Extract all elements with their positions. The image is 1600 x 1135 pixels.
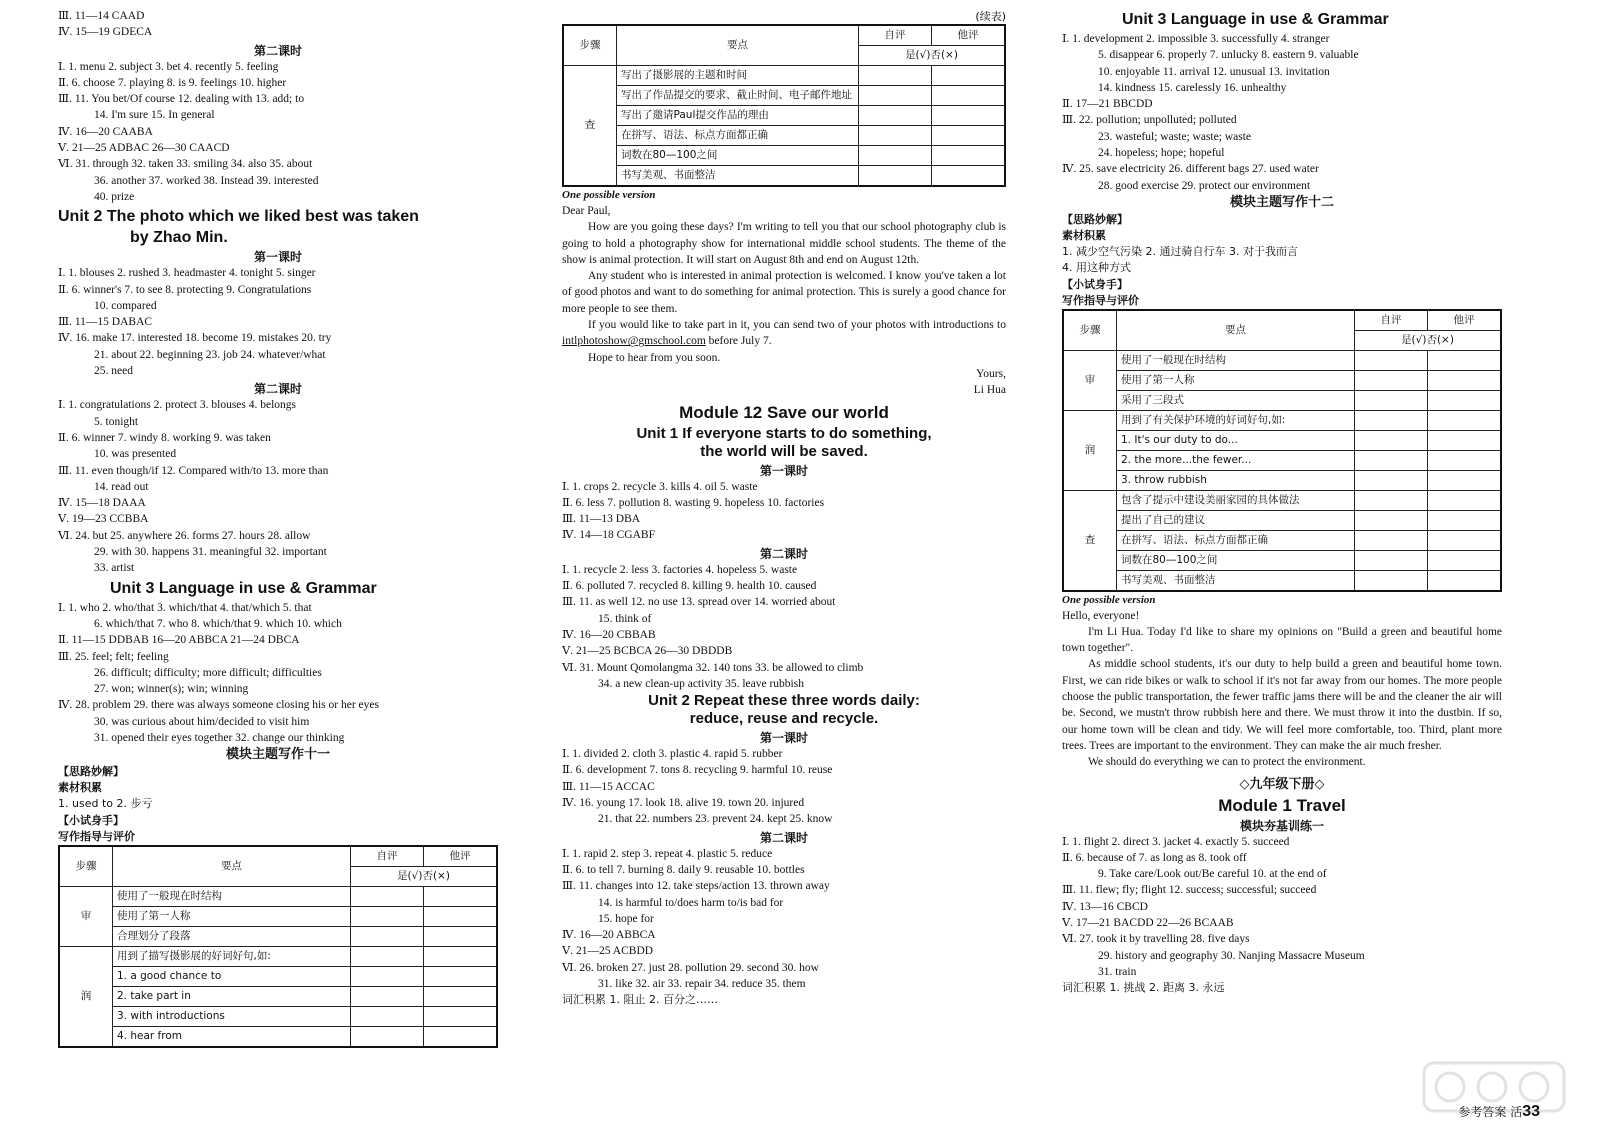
module-title: Module 12 Save our world [679, 402, 889, 422]
lesson-title: 第二课时 [253, 382, 302, 397]
answer-line: Ⅰ. 1. divided 2. cloth 3. plastic 4. rapid 5. rubber [562, 748, 783, 761]
footer-page-prefix: 活 [1510, 1105, 1523, 1119]
answer-line: 5. disappear 6. properly 7. unlucky 8. eastern 9. valuable [1098, 49, 1359, 62]
self-eval-cell[interactable] [859, 126, 932, 146]
salutation: Hello, everyone! [1062, 609, 1140, 622]
answer-line: 40. prize [94, 190, 135, 203]
lesson-title: 第一课时 [253, 250, 302, 265]
answer-line: Ⅱ. 6. to tell 7. burning 8. daily 9. reusable 10. bottles [562, 863, 805, 876]
point-cell: 写出了作品提交的要求、截止时间、电子邮件地址 [617, 86, 859, 106]
peer-eval-cell[interactable] [932, 66, 1006, 86]
section-tag: 【小试身手】 [1062, 277, 1128, 291]
essay-paragraph: Hope to hear from you soon. [588, 351, 721, 364]
table-row [1063, 410, 1501, 430]
table-row [563, 146, 1005, 166]
material-line: 1. used to 2. 步亏 [58, 797, 153, 811]
table-row [1063, 490, 1501, 510]
header-point: 要点 [1117, 310, 1355, 351]
point-cell: 词数在80—100之间 [617, 146, 859, 166]
self-eval-cell[interactable] [1355, 470, 1428, 490]
answer-line: Ⅲ. 11—13 DBA [562, 513, 641, 526]
section-tag: 【思路妙解】 [58, 765, 124, 779]
answer-line: Ⅰ. 1. flight 2. direct 3. jacket 4. exactly 5. succeed [1062, 835, 1290, 848]
answer-line: Ⅵ. 31. through 32. taken 33. smiling 34. also 35. about [58, 158, 313, 171]
answer-line: Ⅲ. 25. feel; felt; feeling [58, 650, 169, 663]
unit-title: Unit 2 Repeat these three words daily: [648, 692, 920, 710]
answer-line: Ⅳ. 16—20 CAABA [58, 125, 153, 138]
self-eval-cell[interactable] [1355, 350, 1428, 370]
header-self: 自评 [1355, 310, 1428, 331]
answer-line: Ⅰ. 1. recycle 2. less 3. factories 4. hopeless 5. waste [562, 563, 798, 576]
peer-eval-cell[interactable] [1428, 350, 1502, 370]
point-cell: 提出了自己的建议 [1117, 510, 1355, 530]
table-row [563, 86, 1005, 106]
point-cell: 包含了提示中建设美丽家园的具体做法 [1117, 490, 1355, 510]
answer-block [562, 562, 1006, 692]
answer-line: Ⅳ. 16—20 CBBAB [562, 628, 656, 641]
answer-line: 30. was curious about him/decided to visit him [94, 715, 310, 728]
table-row [1063, 510, 1501, 530]
self-eval-cell[interactable] [859, 146, 932, 166]
footer-label: 参考答案 [1458, 1105, 1507, 1119]
peer-eval-cell[interactable] [1428, 370, 1502, 390]
answer-line: Ⅵ. 26. broken 27. just 28. pollution 29. second 30. how [562, 961, 819, 974]
answer-line: 21. that 22. numbers 23. prevent 24. kept 25. know [598, 813, 833, 826]
peer-eval-cell[interactable] [1428, 550, 1502, 570]
point-cell: 写出了邀请Paul提交作品的理由 [617, 106, 859, 126]
header-self: 自评 [351, 846, 424, 867]
answer-block [58, 8, 498, 41]
answer-line: Ⅵ. 27. took it by travelling 28. five days [1062, 933, 1250, 946]
answer-line: 10. enjoyable 11. arrival 12. unusual 13. invitation [1098, 65, 1330, 78]
writing-title: 模块主题写作十二 [1229, 194, 1334, 210]
table-row [1063, 350, 1501, 370]
answer-line: Ⅲ. 11. You bet/Of course 12. dealing with 13. add; to [58, 93, 305, 106]
answer-line: Ⅱ. 6. development 7. tons 8. recycling 9. harmful 10. reuse [562, 764, 833, 777]
answer-line: Ⅱ. 6. because of 7. as long as 8. took off [1062, 851, 1247, 864]
table-row [59, 886, 497, 906]
table-row [563, 106, 1005, 126]
material-line: 1. 减少空气污染 2. 通过骑自行车 3. 对于我而言 [1062, 244, 1298, 258]
self-eval-cell[interactable] [1355, 570, 1428, 591]
peer-eval-cell[interactable] [1428, 570, 1502, 591]
header-yesno: 是(√)否(×) [859, 46, 1006, 66]
answer-line: Ⅰ. 1. blouses 2. rushed 3. headmaster 4. tonight 5. singer [58, 267, 316, 280]
peer-eval-cell[interactable] [424, 946, 498, 966]
step-cell: 查 [563, 66, 617, 187]
point-cell: 采用了三段式 [1117, 390, 1355, 410]
answer-line: 33. artist [94, 562, 135, 575]
point-cell: 书写美观、书面整洁 [617, 166, 859, 187]
table-row [1063, 390, 1501, 410]
point-cell: 2. the more...the fewer... [1117, 450, 1355, 470]
answer-line: Ⅰ. 1. rapid 2. step 3. repeat 4. plastic 5. reduce [562, 847, 773, 860]
peer-eval-cell[interactable] [424, 886, 498, 906]
table-row [1063, 450, 1501, 470]
self-eval-cell[interactable] [1355, 450, 1428, 470]
answer-block [1062, 834, 1502, 981]
answer-line: 31. train [1098, 965, 1137, 978]
answer-line: Ⅳ. 16—20 ABBCA [562, 929, 656, 942]
point-cell: 2. take part in [113, 986, 351, 1006]
section-tag: 【小试身手】 [58, 813, 124, 827]
essay-paragraph: As middle school students, it's our duty to help build a green and beautiful home town. First, we can ride bikes or walk to school if it's not far away from our homes. The more people choose the public transportation, the fewer traffic jams there will be and the cleaner the air will be. Second, we mustn't throw rubbish here and there. We must throw it into the dustbin. If so, our home town will be clean and tidy. We will feel more comfortable, too. Third, plant more trees. Trees are important to the environment. They can make the air much fresher. [1062, 658, 1502, 752]
essay-label: One possible version [1062, 593, 1156, 606]
point-cell: 在拼写、语法、标点方面都正确 [1117, 530, 1355, 550]
point-cell: 使用了第一人称 [1117, 370, 1355, 390]
self-eval-cell[interactable] [1355, 490, 1428, 510]
table-row [59, 966, 497, 986]
answer-line: Ⅲ. 11. changes into 12. take steps/action 13. thrown away [562, 880, 830, 893]
peer-eval-cell[interactable] [1428, 430, 1502, 450]
point-cell: 1. a good chance to [113, 966, 351, 986]
self-eval-cell[interactable] [351, 946, 424, 966]
lesson-title: 第一课时 [759, 463, 808, 478]
answer-line: 10. compared [94, 299, 157, 312]
answer-line: Ⅵ. 24. but 25. anywhere 26. forms 27. hours 28. allow [58, 529, 311, 542]
table-row [59, 946, 497, 966]
section-subtag: 写作指导与评价 [1062, 293, 1139, 307]
self-eval-cell[interactable] [351, 986, 424, 1006]
evaluation-table [562, 24, 1006, 187]
answer-line: 14. kindness 15. carelessly 16. unhealthy [1098, 81, 1287, 94]
point-cell: 1. It's our duty to do... [1117, 430, 1355, 450]
evaluation-table [58, 845, 498, 1048]
header-step: 步骤 [1063, 310, 1117, 351]
salutation: Dear Paul, [562, 205, 611, 217]
peer-eval-cell[interactable] [932, 86, 1006, 106]
point-cell: 合理划分了段落 [113, 926, 351, 946]
essay-paragraph: Any student who is interested in animal protection is welcomed. I know you've taken a lot of good photos and want to do something for animal protection. This is surely a good chance for more people to see them. [562, 270, 1006, 315]
closing: Yours, [976, 367, 1006, 380]
answer-line: Ⅴ. 21—25 ADBAC 26—30 CAACD [58, 142, 230, 155]
point-cell: 使用了第一人称 [113, 906, 351, 926]
header-peer: 他评 [932, 25, 1006, 46]
answer-line: 29. history and geography 30. Nanjing Massacre Museum [1098, 949, 1365, 962]
vocab-line: 词汇积累 1. 挑战 2. 距离 3. 永远 [1062, 981, 1225, 995]
essay-paragraph: I'm Li Hua. Today I'd like to share my opinions on "Build a green and beautiful home town together". [1062, 625, 1502, 655]
self-eval-cell[interactable] [859, 106, 932, 126]
lesson-title: 第二课时 [253, 43, 302, 58]
material-line: 4. 用这种方式 [1062, 261, 1131, 275]
section-subtag: 写作指导与评价 [58, 829, 135, 843]
step-cell: 审 [1063, 350, 1117, 410]
answer-line: 24. hopeless; hope; hopeful [1098, 147, 1225, 160]
answer-line: Ⅰ. 1. crops 2. recycle 3. kills 4. oil 5. waste [562, 480, 758, 493]
answer-line: Ⅲ. 11. as well 12. no use 13. spread over 14. worried about [562, 596, 836, 609]
answer-line: Ⅳ. 16. make 17. interested 18. become 19. mistakes 20. try [58, 332, 332, 345]
self-eval-cell[interactable] [859, 66, 932, 86]
peer-eval-cell[interactable] [1428, 510, 1502, 530]
table-row [59, 1006, 497, 1026]
unit-title: Unit 1 If everyone starts to do something, [636, 424, 932, 442]
peer-eval-cell[interactable] [1428, 390, 1502, 410]
unit-title-cont: by Zhao Min. [130, 229, 228, 247]
answer-line: Ⅲ. 11—14 CAAD [58, 10, 145, 22]
step-cell: 审 [59, 886, 113, 946]
answer-line: Ⅳ. 14—18 CGABF [562, 529, 655, 542]
answer-line: 14. read out [94, 480, 149, 493]
vocab-line: 词汇积累 1. 阻止 2. 百分之…… [562, 993, 718, 1007]
point-cell: 3. throw rubbish [1117, 470, 1355, 490]
table-row [59, 1026, 497, 1047]
watermark-logo [1420, 1057, 1570, 1117]
continued-label: (续表) [975, 10, 1006, 23]
self-eval-cell[interactable] [351, 926, 424, 946]
answer-line: Ⅲ. 22. pollution; unpolluted; polluted [1062, 114, 1237, 127]
answer-line: Ⅰ. 1. congratulations 2. protect 3. blouses 4. belongs [58, 399, 297, 412]
unit-title: Unit 2 The photo which we liked best was taken [58, 208, 419, 226]
answer-line: 6. which/that 7. who 8. which/that 9. which 10. which [94, 617, 342, 630]
answer-block [562, 746, 1006, 827]
answer-line: 26. difficult; difficulty; more difficult; difficulties [94, 666, 322, 679]
peer-eval-cell[interactable] [932, 126, 1006, 146]
table-row [563, 166, 1005, 187]
section-subtag: 素材积累 [1062, 228, 1106, 242]
header-point: 要点 [113, 846, 351, 887]
step-cell: 润 [1063, 410, 1117, 490]
answer-line: Ⅰ. 1. menu 2. subject 3. bet 4. recently 5. feeling [58, 60, 279, 73]
answer-line: 15. think of [598, 612, 652, 625]
answer-line: 27. won; winner(s); win; winning [94, 683, 249, 696]
answer-line: 31. like 32. air 33. repair 34. reduce 35. them [598, 977, 806, 990]
training-title: 模块夯基训练一 [1239, 818, 1324, 833]
answer-line: Ⅳ. 16. young 17. look 18. alive 19. town 20. injured [562, 797, 805, 810]
answer-line: 28. good exercise 29. protect our environment [1098, 179, 1311, 192]
answer-line: 21. about 22. beginning 23. job 24. whatever/what [94, 348, 326, 361]
column-middle [562, 8, 1006, 1009]
writing-title: 模块主题写作十一 [225, 747, 330, 763]
answer-block [1062, 31, 1502, 194]
answer-line: Ⅲ. 11. flew; fly; flight 12. success; successful; succeed [1062, 884, 1317, 897]
lesson-title: 第一课时 [759, 731, 808, 746]
self-eval-cell[interactable] [351, 966, 424, 986]
essay-paragraph: We should do everything we can to protect the environment. [1088, 756, 1366, 769]
answer-line: Ⅱ. 6. winner 7. windy 8. working 9. was taken [58, 431, 271, 444]
answer-line: Ⅱ. 11—15 DDBAB 16—20 ABBCA 21—24 DBCA [58, 634, 300, 647]
answer-line: Ⅳ. 28. problem 29. there was always someone closing his or her eyes [58, 699, 379, 712]
table-row [1063, 470, 1501, 490]
header-peer: 他评 [1428, 310, 1502, 331]
essay-paragraph: If you would like to take part in it, you can send two of your photos with introductions to intlphotoshow@gmschool.com before July 7. [562, 319, 1006, 348]
answer-line: 9. Take care/Look out/Be careful 10. at the end of [1098, 868, 1327, 881]
answer-line: Ⅴ. 17—21 BACDD 22—26 BCAAB [1062, 917, 1234, 930]
peer-eval-cell[interactable] [1428, 450, 1502, 470]
self-eval-cell[interactable] [1355, 390, 1428, 410]
answer-line: Ⅳ. 25. save electricity 26. different bags 27. used water [1062, 163, 1319, 176]
answer-line: Ⅰ. 1. development 2. impossible 3. successfully 4. stranger [1062, 33, 1330, 45]
answer-line: 31. opened their eyes together 32. change our thinking [94, 731, 345, 744]
answer-line: Ⅱ. 6. less 7. pollution 8. wasting 9. hopeless 10. factories [562, 496, 825, 509]
header-step: 步骤 [59, 846, 113, 887]
table-row [1063, 550, 1501, 570]
answer-line: 15. hope for [598, 912, 654, 925]
answer-line: Ⅲ. 11. even though/if 12. Compared with/to 13. more than [58, 464, 329, 477]
header-yesno: 是(√)否(×) [351, 866, 498, 886]
answer-line: 29. with 30. happens 31. meaningful 32. important [94, 546, 327, 559]
peer-eval-cell[interactable] [424, 1026, 498, 1047]
unit-title-cont: the world will be saved. [700, 442, 868, 460]
peer-eval-cell[interactable] [424, 926, 498, 946]
answer-block [58, 59, 498, 206]
table-row [59, 986, 497, 1006]
section-subtag: 素材积累 [58, 781, 102, 795]
answer-block [562, 479, 1006, 544]
answer-line: Ⅱ. 6. winner's 7. to see 8. protecting 9. Congratulations [58, 283, 312, 296]
header-step: 步骤 [563, 25, 617, 66]
answer-line: Ⅳ. 13—16 CBCD [1062, 900, 1148, 913]
answer-line: 36. another 37. worked 38. Instead 39. interested [94, 174, 319, 187]
answer-line: 10. was presented [94, 448, 177, 461]
answer-line: 5. tonight [94, 415, 139, 428]
answer-line: Ⅵ. 31. Mount Qomolangma 32. 140 tons 33. be allowed to climb [562, 661, 864, 674]
table-row [563, 126, 1005, 146]
table-row [1063, 430, 1501, 450]
answer-line: Ⅲ. 11—15 ACCAC [562, 780, 655, 793]
answer-line: Ⅱ. 6. choose 7. playing 8. is 9. feelings 10. higher [58, 76, 287, 89]
step-cell: 查 [1063, 490, 1117, 591]
peer-eval-cell[interactable] [932, 106, 1006, 126]
unit-title-cont: reduce, reuse and recycle. [689, 710, 879, 728]
answer-block [58, 600, 498, 747]
answer-line: 34. a new clean-up activity 35. leave rubbish [598, 677, 804, 690]
answer-line: Ⅳ. 15—18 DAAA [58, 497, 146, 510]
table-row [59, 926, 497, 946]
point-cell: 用到了有关保护环境的好词好句,如: [1117, 410, 1355, 430]
header-peer: 他评 [424, 846, 498, 867]
point-cell: 词数在80—100之间 [1117, 550, 1355, 570]
essay-label: One possible version [562, 189, 656, 201]
answer-line: 25. need [94, 365, 133, 378]
answer-line: Ⅲ. 11—15 DABAC [58, 316, 153, 329]
peer-eval-cell[interactable] [424, 1006, 498, 1026]
peer-eval-cell[interactable] [1428, 470, 1502, 490]
self-eval-cell[interactable] [859, 166, 932, 187]
lesson-title: 第二课时 [759, 830, 808, 845]
point-cell: 用到了描写摄影展的好词好句,如: [113, 946, 351, 966]
self-eval-cell[interactable] [1355, 510, 1428, 530]
point-cell: 3. with introductions [113, 1006, 351, 1026]
header-point: 要点 [617, 25, 859, 66]
table-row [563, 66, 1005, 86]
self-eval-cell[interactable] [1355, 430, 1428, 450]
self-eval-cell[interactable] [351, 1026, 424, 1047]
peer-eval-cell[interactable] [1428, 530, 1502, 550]
answer-line: Ⅴ. 21—25 BCBCA 26—30 DBDDB [562, 645, 733, 658]
answer-line: Ⅱ. 6. polluted 7. recycled 8. killing 9. health 10. caused [562, 580, 817, 593]
step-cell: 润 [59, 946, 113, 1047]
point-cell: 在拼写、语法、标点方面都正确 [617, 126, 859, 146]
header-self: 自评 [859, 25, 932, 46]
peer-eval-cell[interactable] [424, 986, 498, 1006]
point-cell: 使用了一般现在时结构 [113, 886, 351, 906]
peer-eval-cell[interactable] [424, 906, 498, 926]
self-eval-cell[interactable] [1355, 410, 1428, 430]
column-left [58, 8, 498, 1048]
answer-line: Ⅱ. 17—21 BBCDD [1062, 98, 1153, 111]
self-eval-cell[interactable] [1355, 530, 1428, 550]
peer-eval-cell[interactable] [1428, 410, 1502, 430]
lesson-title: 第二课时 [759, 546, 808, 561]
self-eval-cell[interactable] [859, 86, 932, 106]
table-row [1063, 530, 1501, 550]
column-right [1062, 8, 1502, 997]
answer-block [58, 397, 498, 576]
point-cell: 使用了一般现在时结构 [1117, 350, 1355, 370]
peer-eval-cell[interactable] [932, 166, 1006, 187]
unit-title: Unit 3 Language in use & Grammar [110, 579, 377, 597]
table-row [1063, 370, 1501, 390]
answer-block [562, 846, 1006, 993]
point-cell: 写出了摄影展的主题和时间 [617, 66, 859, 86]
self-eval-cell[interactable] [351, 886, 424, 906]
self-eval-cell[interactable] [351, 1006, 424, 1026]
answer-line: Ⅳ. 15—19 GDECA [58, 26, 153, 39]
answer-line: 14. I'm sure 15. In general [94, 109, 215, 122]
signature: Li Hua [973, 384, 1006, 397]
self-eval-cell[interactable] [1355, 370, 1428, 390]
answer-line: Ⅴ. 19—23 CCBBA [58, 513, 149, 526]
self-eval-cell[interactable] [1355, 550, 1428, 570]
point-cell: 书写美观、书面整洁 [1117, 570, 1355, 591]
answer-block [58, 265, 498, 379]
answer-line: 14. is harmful to/does harm to/is bad for [598, 896, 784, 909]
header-yesno: 是(√)否(×) [1355, 330, 1502, 350]
peer-eval-cell[interactable] [1428, 490, 1502, 510]
unit-title: Unit 3 Language in use & Grammar [1122, 11, 1389, 28]
answer-line: Ⅰ. 1. who 2. who/that 3. which/that 4. that/which 5. that [58, 601, 312, 614]
essay-paragraph: How are you going these days? I'm writing to tell you that our school photography club is going to hold a photography show for international middle school students. The theme of the show is animal protection. It will start on August 8th and end on August 12th. [562, 221, 1006, 266]
answer-line: Ⅴ. 21—25 ACBDD [562, 945, 654, 958]
self-eval-cell[interactable] [351, 906, 424, 926]
module-title: Module 1 Travel [1218, 795, 1346, 815]
table-row [1063, 570, 1501, 591]
point-cell: 4. hear from [113, 1026, 351, 1047]
page-number: 33 [1522, 1103, 1540, 1120]
grade-heading: ◇九年级下册◇ [1239, 776, 1325, 792]
evaluation-table [1062, 309, 1502, 592]
peer-eval-cell[interactable] [424, 966, 498, 986]
answer-line: 23. wasteful; waste; waste; waste [1098, 130, 1251, 143]
table-row [59, 906, 497, 926]
email-link[interactable]: intlphotoshow@gmschool.com [562, 335, 706, 348]
peer-eval-cell[interactable] [932, 146, 1006, 166]
section-tag: 【思路妙解】 [1062, 212, 1128, 226]
